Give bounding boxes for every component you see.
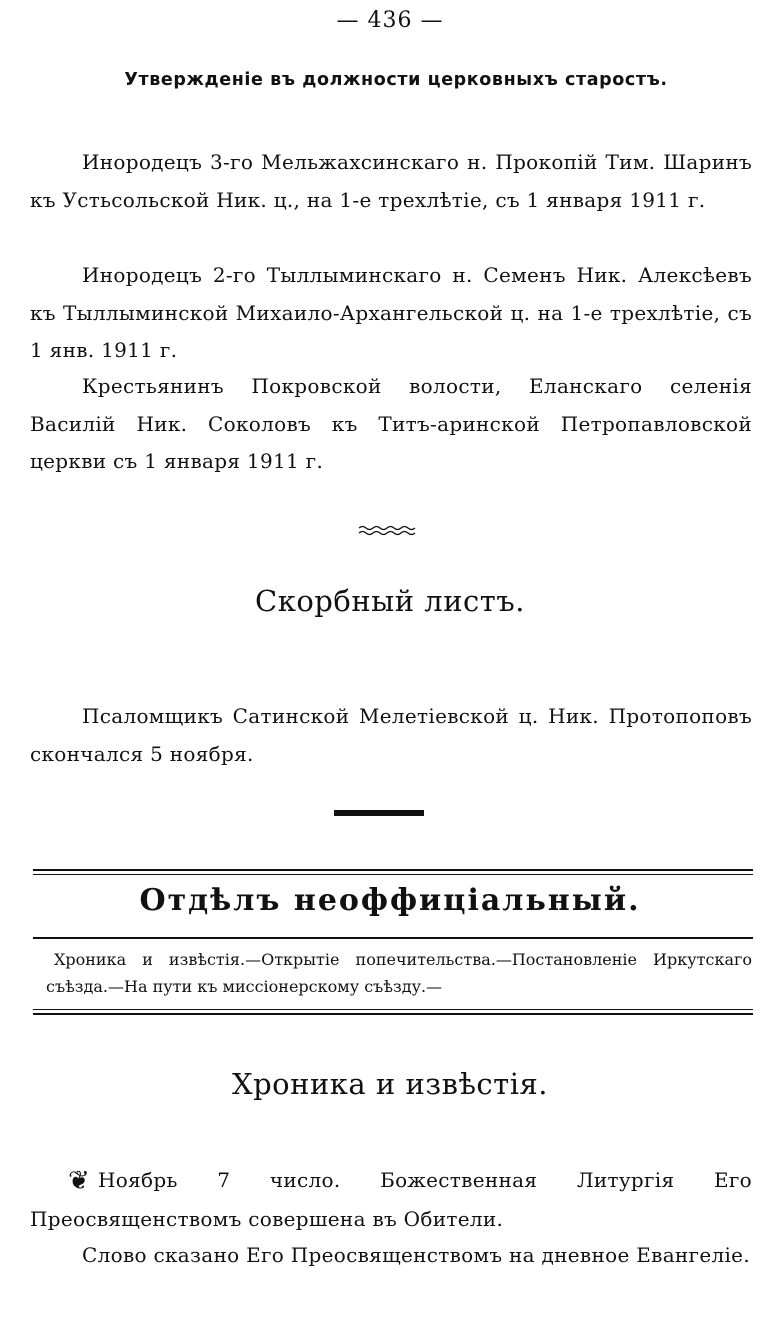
page-number: — 436 —: [336, 8, 444, 33]
entry-text: Крестьянинъ Покровской волости, Еланскаго селенія Василій Ник. Соколовъ къ Титъ-аринской Петропавловской церкви съ 1 января 1911 г.: [30, 374, 752, 473]
department-contents: [46, 946, 752, 1000]
wavy-divider: [358, 524, 420, 536]
entry-paragraph: [30, 144, 752, 219]
section-divider: [334, 810, 424, 816]
chronicle-paragraph: [30, 1162, 752, 1238]
chronicle-heading: Хроника и извѣстія.: [231, 1067, 549, 1101]
sorrow-heading: Скорбный листъ.: [255, 584, 525, 618]
rule-under-heading: [33, 937, 753, 939]
double-rule-bottom: [33, 1009, 753, 1015]
chronicle-text: Ноябрь 7 число. Божественная Литургія Его Преосвященствомъ совершена въ Обители.: [30, 1168, 752, 1231]
entry-paragraph: [30, 368, 752, 481]
chronicle-paragraph: [30, 1237, 752, 1275]
entry-paragraph: [30, 257, 752, 370]
chronicle-text: Слово сказано Его Преосвященствомъ на дневное Евангеліе.: [82, 1243, 750, 1267]
department-heading: Отдѣлъ неоффиціальный.: [139, 883, 641, 918]
double-rule-top: [33, 869, 753, 875]
sorrow-paragraph: [30, 698, 752, 773]
contents-text: Хроника и извѣстія.—Открытіе попечительства.—Постановленіе Иркутскаго съѣзда.—На пути къ миссіонерскому съѣзду.—: [46, 950, 752, 996]
sorrow-text: Псаломщикъ Сатинской Мелетіевской ц. Ник. Протопоповъ скончался 5 ноября.: [30, 704, 752, 766]
entry-text: Инородецъ 3-го Мельжахсинскаго н. Прокопій Тим. Шаринъ къ Устьсольской Ник. ц., на 1-е трехлѣтіе, съ 1 января 1911 г.: [30, 150, 752, 212]
section-title: Утвержденіе въ должности церковныхъ старостъ.: [124, 70, 668, 90]
entry-text: Инородецъ 2-го Тыллыминскаго н. Семенъ Ник. Алексѣевъ къ Тыллыминской Михаило-Архангельской ц. на 1-е трехлѣтіе, съ 1 янв. 1911 г.: [30, 263, 752, 362]
fleuron-icon: ❦: [68, 1166, 91, 1196]
